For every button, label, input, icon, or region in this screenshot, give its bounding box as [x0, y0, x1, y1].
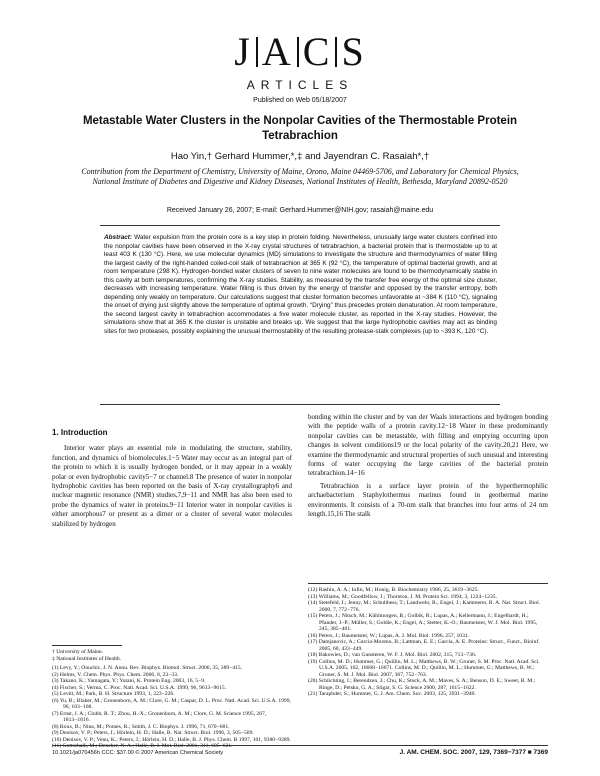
- reference-item: (15) Peters, J.; Nitsch, M.; Kühlmorgen, B.; Golbik, R.; Lupas, A.; Kellermann, J.; Engelhardt, H.; Pfander, J.-P.; Müller, S.; Goldie, K.; Engel, A.; Stetter, K.-O.; Baumeister, W. J. Mol. Biol. 1995, 245, 385−401.: [308, 613, 538, 632]
- right-references: [308, 578, 548, 698]
- reference-item: (21) Taraphder, S.; Hummer, G. J. Am. Chem. Soc. 2003, 125, 3931−3940.: [308, 691, 476, 697]
- reference-item: (12) Rashin, A. A.; Iofin, M.; Honig, B. Biochemistry 1986, 25, 3619−3625.: [308, 587, 479, 593]
- received-line: Received January 26, 2007; E-mail: Gerhard.Hummer@NIH.gov; rasaiah@maine.edu: [166, 207, 434, 214]
- footnote-rule: [52, 645, 122, 646]
- reference-item: (6) Yu, B.; Blaber, M.; Gronenborn, A. M.; Clore, G. M.; Caspar, D. L. Proc. Natl. Acad. Sci. U.S.A. 1999, 96, 103−108.: [52, 697, 291, 710]
- journal-logo: [0, 29, 600, 92]
- left-footnotes: [52, 640, 292, 750]
- reference-item: (16) Peters, J.; Baumeister, W.; Lupas, A. J. Mol. Biol. 1996, 257, 1031.: [308, 632, 470, 639]
- reference-item: (1) Levy, Y.; Onuchic, J. N. Annu. Rev. Biophys. Biomol. Struct. 2006, 35, 389−415.: [52, 665, 243, 671]
- published-date: Published on Web 05/18/2007: [253, 97, 347, 104]
- reference-item: (5) Levitt, M.; Park, B. H. Structure 1993, 1, 223−226.: [52, 691, 175, 697]
- intro-paragraph-1-cont: bonding within the cluster and by van der Waals interactions and hydrogen bonding with the peptide walls of a protein cavity.12−18 Water in these predominantly nonpolar cavities can be metastable, with filling and emptying occurring upon changes in solvent conditions19 or the local polarity of the cavity.20,21 Here, we examine the thermodynamic and structural properties of such unusual and interesting forms of water occupying the large cavities of the bacterial protein tetrabrachion.14−16: [308, 413, 548, 478]
- reference-item: (9) Denisov, V. P.; Peters, J.; Hörlein, H. D.; Halle, B. Nat. Struct. Biol. 1996, 3, 505−509.: [52, 730, 254, 736]
- authors: Hao Yin,† Gerhard Hummer,*,‡ and Jayendran C. Rasaiah*,†: [170, 151, 430, 162]
- abstract-top-rule: [100, 225, 500, 226]
- reference-item: (13) Williams, M.; Goodfellow, J.; Thornton, J. M. Protein Sci. 1994, 3, 1224−1235.: [308, 593, 497, 600]
- intro-paragraph-1: Interior water plays an essential role in modulating the structure, stability, function, and dynamics of biomolecules.1−5 Water may occur as an integral part of the protein to which it is usually hydrogen bonded, or it may appear in a weakly polar or even hydrophobic cavity5−7 or channel.8 The presence of water in nonpolar hydrophobic cavities has been reported on the basis of X-ray crystallography6 and nuclear magnetic resonance (NMR) studies,7,9−11 and NMR has also been used to probe the dynamics of water in proteins.9−11 Interior water in nonpolar cavities is either amorphous7 or present as a dimer or a cluster of several water molecules stabilized by hydrogen: [52, 444, 292, 528]
- reference-item: (20) Schlichting, I.; Berendzen, J.; Chu, K.; Stock, A. M.; Maves, S. A.; Benson, D. E.; Sweet, R. M.; Ringe, D.; Petsko, G. A.; Sligar, S. G. Science 2000, 287, 1615−1622.: [308, 678, 536, 691]
- reference-item: (14) Stetefeld, J.; Jenny, M.; Schulthess, T.; Landwehr, R.; Engel, J.; Kammerer, R. A. Nat. Struct. Biol. 2000, 7, 772−776.: [308, 600, 541, 613]
- abstract: [104, 234, 497, 336]
- right-column: [308, 413, 548, 522]
- reference-item: (17) Damjanovic, A.; Garcia-Moreno, B.; Lattman, E. E.; García, A. E. Proteins: Struct., Funct., Bioinf. 2005, 60, 433−449.: [308, 639, 540, 652]
- footnote: † University of Maine.: [52, 649, 103, 655]
- affiliation: Contribution from the Department of Chemistry, University of Maine, Orono, Maine 04469-5706, and Laboratory for Chemical Physics, National Institute of Diabetes and Digestive and Kidney Diseases, National Institutes of Health, Bethesda, Maryland 20892-0520: [81, 167, 519, 186]
- reference-item: (7) Ernst, J. A.; Clubb, R. T.; Zhou, H.-X.; Gronenborn, A. M.; Clore, G. M. Science 1995, 267, 1813−1816.: [52, 710, 267, 723]
- reference-item: (11) Gottschalk, M.; Dencher, N. A.; Halle, B. J. Mol. Biol. 2001, 311, 605−621.: [52, 743, 233, 749]
- reference-list-right: [308, 587, 548, 698]
- footer-rule: [52, 745, 548, 746]
- reference-item: (4) Fischer, S.; Verma, C. Proc. Natl. Acad. Sci. U.S.A. 1999, 96, 9613−9615.: [52, 684, 227, 691]
- articles-label: ARTICLES: [246, 78, 354, 92]
- reference-item: (8) Roux, B.; Nina, M.; Pomès, R.; Smith, J. C. Biophys. J. 1996, 71, 670−681.: [52, 723, 230, 730]
- reference-item: (3) Takano, K.; Yamagata, Y.; Yutani, K. Protein Eng. 2003, 16, 5−9.: [52, 678, 206, 684]
- reference-rule: [308, 583, 548, 584]
- reference-list-left: [52, 665, 292, 750]
- article-title: Metastable Water Clusters in the Nonpolar Cavities of the Thermostable Protein Tetrabrachion: [82, 115, 518, 142]
- abstract-bottom-rule: [100, 404, 500, 405]
- intro-paragraph-2: Tetrabrachion is a surface layer protein of the hyperthermophilic archaebacterium Staphylothermus marinus found in geothermal marine environments. It consists of a 70-nm stalk that branches into four arms of 24 nm length.15,16 The stalk: [308, 481, 548, 519]
- footer-doi: 10.1021/ja070456h CCC: $37.00 © 2007 American Chemical Society: [52, 750, 224, 756]
- abstract-text: Water expulsion from the protein core is a key step in protein folding. Nevertheless, unusually large water clusters confined into the nonpolar cavities have been observed in the X-ray crystal structures of tetrabrachion, a bacterial protein that is thermostable up to at least 403 K (130 °C). Here, we use molecular dynamics (MD) simulations to investigate the structure and thermodynamics of water filling the largest cavity of the right-handed coiled-coil stalk of tetrabrachion at 365 K (92 °C), the temperature of optimal bacterial growth, and at room temperature (298 K). Hydrogen-bonded water clusters of seven to nine water molecules are found to be thermodynamically stable in this cavity at both temperatures, confirming the X-ray studies. Stability, as measured by the transfer free energy of the optimal size cluster, decreases with increasing temperature. Water filling is thus driven by the energy of transfer and opposed by the transfer entropy, both depending only weakly on temperature. Our calculations suggest that cluster formation becomes unfavorable at ~384 K (110 °C), signaling the onset of drying just slightly above the temperature of optimal growth. “Drying” thus precedes protein denaturation. At room temperature, the second largest cavity in tetrabrachion accommodates a five water molecule cluster, as reported in the X-ray studies. However, the simulations show that at 365 K the cluster is unstable and breaks up. We suggest that the large hydrophobic cavities may act as binding sites for two proteases, possibly explaining the unusual thermostability of the resulting protease-stalk complexes (up to ~393 K, 120 °C).: [104, 234, 498, 335]
- section-heading: 1. Introduction: [52, 428, 108, 437]
- footer-citation: J. AM. CHEM. SOC. 2007, 129, 7369−7377 ■ 7369: [399, 749, 548, 756]
- footnote: ‡ National Institutes of Health.: [52, 655, 122, 662]
- jacs-logo: J A C S: [234, 29, 366, 74]
- abstract-label: Abstract:: [104, 234, 133, 241]
- reference-item: (19) Collins, M. D.; Hummer, G.; Quillin, M. L.; Matthews, B. W.; Gruner, S. M. Proc. Natl. Acad. Sci. U.S.A. 2005, 102, 16668−16671. Collins, M. D.; Quillin, M. L.; Hummer, G.; Matthews, B. W.; Gruner, S. M. J. Mol. Biol. 2007, 367, 752−763.: [308, 658, 540, 678]
- reference-item: (10) Denisov, V. P.; Venu, K.; Peters, J.; Hörlein, H. D.; Halle, B. J. Phys. Chem. B 1997, 101, 9380−9389.: [52, 736, 291, 743]
- reference-item: (2) Helms, V. Chem. Phys. Phys. Chem. 2006, 8, 23−33.: [52, 671, 179, 678]
- left-column: [52, 428, 292, 532]
- reference-item: (18) Bakowies, D.; van Gunsteren, W. F. J. Mol. Biol. 2002, 315, 713−736.: [308, 652, 477, 658]
